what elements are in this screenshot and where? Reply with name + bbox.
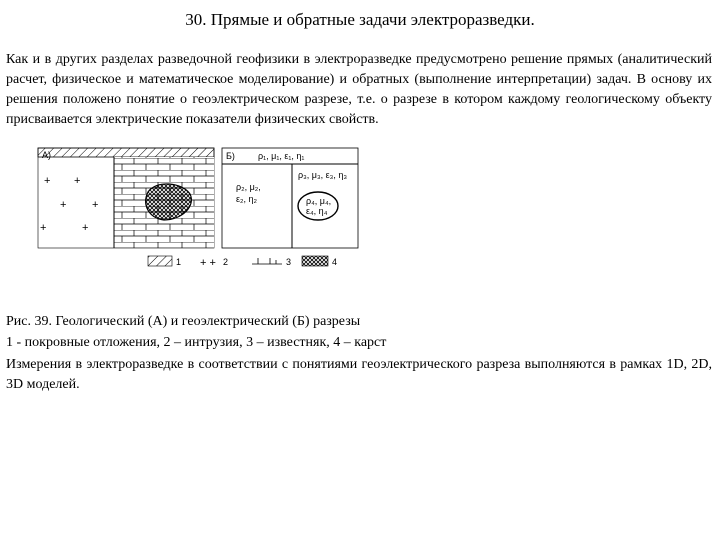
panel-b-label: Б) [226, 151, 235, 161]
figure-caption-title: Рис. 39. Геологический (А) и геоэлектрический (Б) разрезы [6, 314, 361, 329]
layer1-params: ρ₁, μ₁, ε₁, η₁ [258, 151, 305, 161]
closing-paragraph: Измерения в электроразведке в соответствии с понятиями геоэлектрического разреза выполняются в рамках 1D, 2D, 3D моделей. [6, 357, 712, 392]
svg-text:+: + [92, 199, 99, 211]
legend-swatch-2: + + [200, 257, 216, 269]
figure-drawing [30, 146, 360, 272]
karst-params-1: ρ₄, μ₄, [306, 196, 332, 206]
legend-swatch-1 [148, 256, 172, 266]
limestone-params: ρ₃, μ₃, ε₃, η₃ [298, 170, 347, 180]
cover-deposits-layer [38, 148, 214, 157]
legend [148, 256, 337, 269]
svg-text:+: + [40, 222, 47, 234]
svg-text:+: + [60, 199, 67, 211]
svg-text:+: + [74, 175, 81, 187]
svg-text:+: + [82, 222, 89, 234]
legend-label-3: 3 [286, 257, 292, 267]
legend-swatch-4 [302, 256, 328, 266]
legend-label-4: 4 [332, 257, 338, 267]
panel-a [38, 148, 214, 248]
figure-caption-legend: 1 - покровные отложения, 2 – интрузия, 3 – известняк, 4 – карст [6, 335, 387, 350]
svg-text:+: + [44, 175, 51, 187]
legend-label-2: 2 [223, 257, 229, 267]
page-title: 30. Прямые и обратные задачи электроразведки. [185, 10, 535, 29]
intrusion-params-2: ε₂, η₂ [236, 194, 258, 204]
panel-a-label: А) [42, 150, 51, 160]
panel-b [222, 148, 358, 248]
geoelectric-section-figure [30, 146, 360, 272]
karst-params-2: ε₄, η₄ [306, 206, 328, 216]
legend-label-1: 1 [176, 257, 182, 267]
intro-paragraph: Как и в других разделах разведочной геофизики в электроразведке предусмотрено решение прямых (аналитический расчет, физическое и математическое моделирование) и обратных (выполнение интерпретации) задач. В основу их решения положено понятие о геоэлектрическом разрезе, т.е. о разрезе в котором каждому геологическому объекту присваивается электрические показатели физических свойств. [6, 52, 712, 127]
intrusion-params-1: ρ₂, μ₂, [236, 182, 261, 192]
legend-swatch-3 [252, 258, 282, 264]
